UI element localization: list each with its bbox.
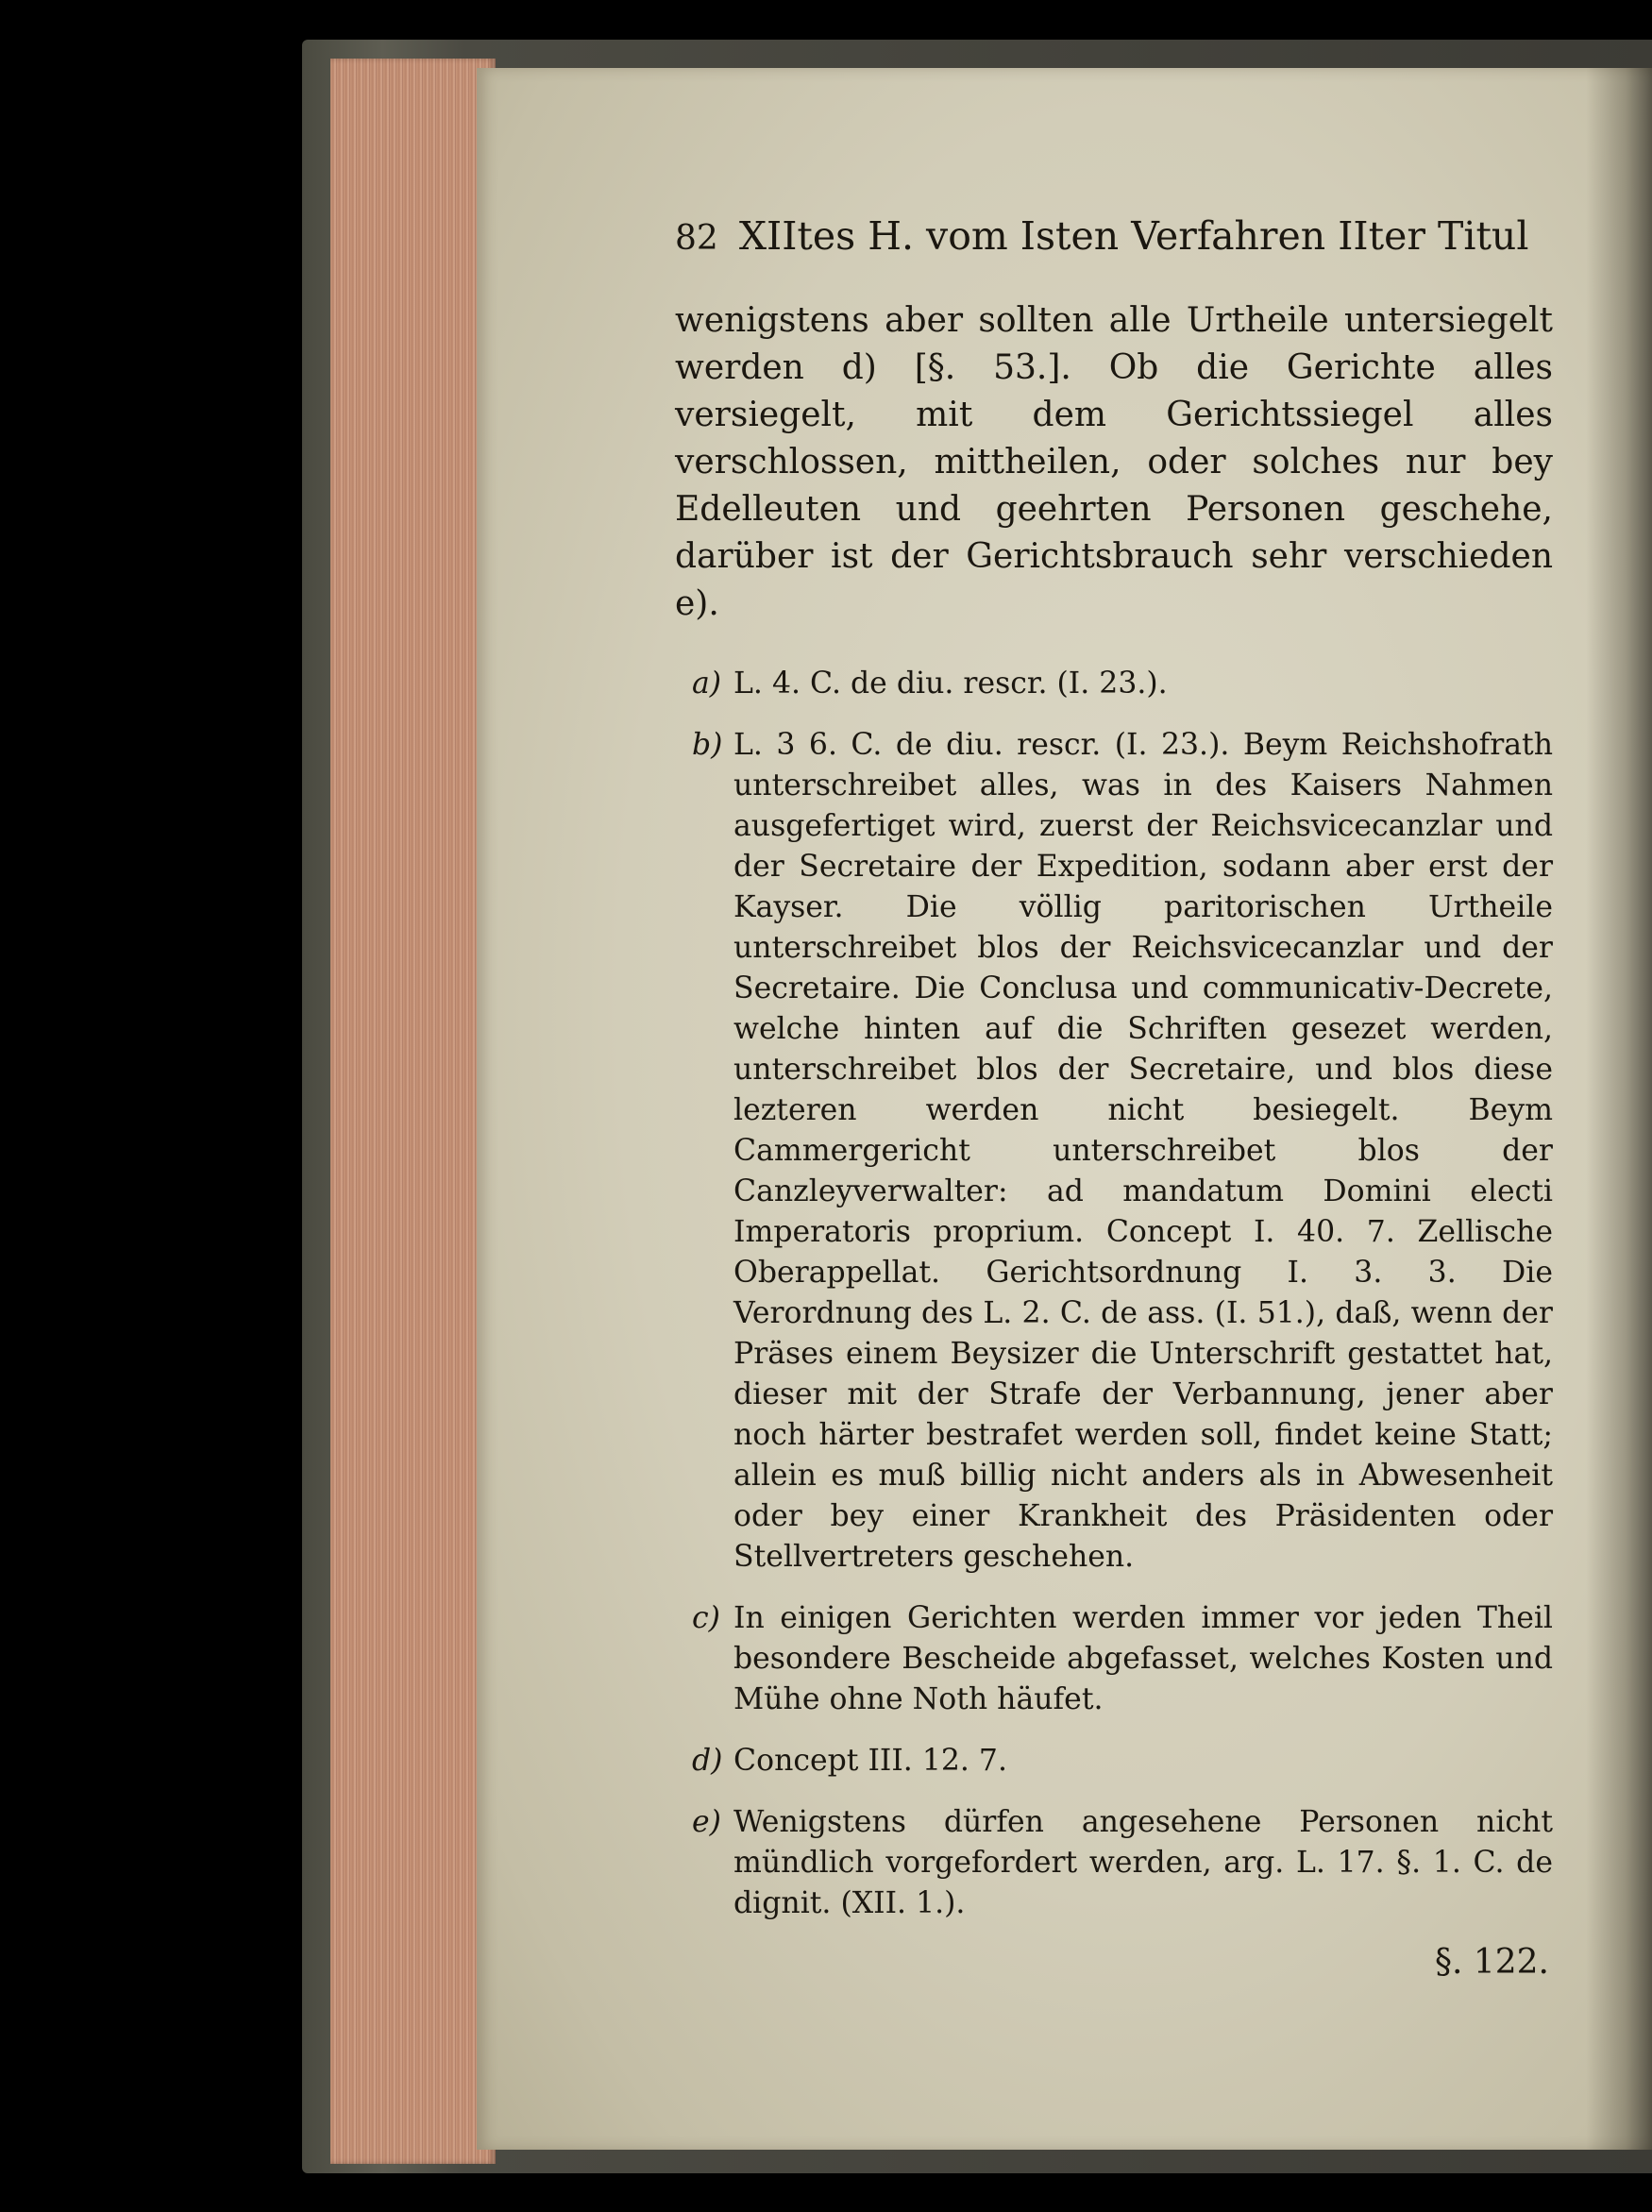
page-number: 82 xyxy=(675,219,718,258)
body-paragraph: wenigstens aber sollten alle Urtheile untersiegelt werden d) [§. 53.]. Ob die Gerichte alles versiegelt, mit dem Gerichtssiegel alles verschlossen, mittheilen, oder solches nur bey Edelleuten und geehrten Personen geschehe, darüber ist der Gerichtsbrauch sehr verschieden e). xyxy=(675,301,1553,623)
footnote-text: L. 4. C. de diu. rescr. (I. 23.). xyxy=(733,667,1168,701)
footnote-text: Concept III. 12. 7. xyxy=(733,1744,1007,1778)
footnote-mark: b) xyxy=(692,728,723,762)
page-edges xyxy=(330,59,496,2164)
footnote-a xyxy=(675,664,1553,704)
footnote-text: In einigen Gerichten werden immer vor jeden Theil besondere Bescheide abgefasset, welches Kosten und Mühe ohne Noth häufet. xyxy=(733,1601,1553,1716)
footnote-mark: c) xyxy=(692,1601,720,1635)
footnotes xyxy=(675,664,1553,1924)
footnote-mark: a) xyxy=(692,667,722,701)
gutter-shadow xyxy=(1586,68,1652,2150)
footnote-text: L. 3 6. C. de diu. rescr. (I. 23.). Beym Reichshofrath unterschreibet alles, was in des Kaisers Nahmen ausgefertiget wird, zuerst der Reichsvicecanzlar und der Secretaire der Expedition, sodann aber erst der Kayser. Die völlig paritorischen Urtheile unterschreibet blos der Reichsvicecanzlar und der Secretaire. Die Conclusa und communicativ-Decrete, welche hinten auf die Schriften gesezet werden, unterschreibet blos der Secretaire, und blos diese lezteren werden nicht besiegelt. Beym Cammergericht unterschreibet blos der Canzleyverwalter: ad mandatum Domini electi Imperatoris proprium. Concept I. 40. 7. Zellische Oberappellat. Gerichtsordnung I. 3. 3. Die Verordnung des L. 2. C. de ass. (I. 51.), daß, wenn der Präses einem Beysizer die Unterschrift gestattet hat, dieser mit der Strafe der Verbannung, jener aber noch härter bestrafet werden soll, findet keine Statt; allein es muß billig nicht anders als in Abwesenheit oder bey einer Krankheit des Präsidenten oder Stellvertreters geschehen. xyxy=(733,728,1553,1574)
footnote-mark: e) xyxy=(692,1805,721,1839)
footnote-c xyxy=(675,1598,1553,1720)
footnote-mark: d) xyxy=(692,1744,723,1778)
page-text-area xyxy=(675,210,1553,1986)
footnote-text: Wenigstens dürfen angesehene Personen nicht mündlich vorgefordert werden, arg. L. 17. §. 1. C. de dignit. (XII. 1.). xyxy=(733,1805,1553,1920)
catchword: §. 122. xyxy=(1434,1943,1549,1982)
book-page xyxy=(477,68,1652,2150)
footnote-d xyxy=(675,1741,1553,1781)
running-title: XIItes H. vom Isten Verfahren IIter Titul xyxy=(738,213,1529,259)
footnote-e xyxy=(675,1802,1553,1924)
footnote-b xyxy=(675,725,1553,1578)
running-header xyxy=(675,210,1553,265)
